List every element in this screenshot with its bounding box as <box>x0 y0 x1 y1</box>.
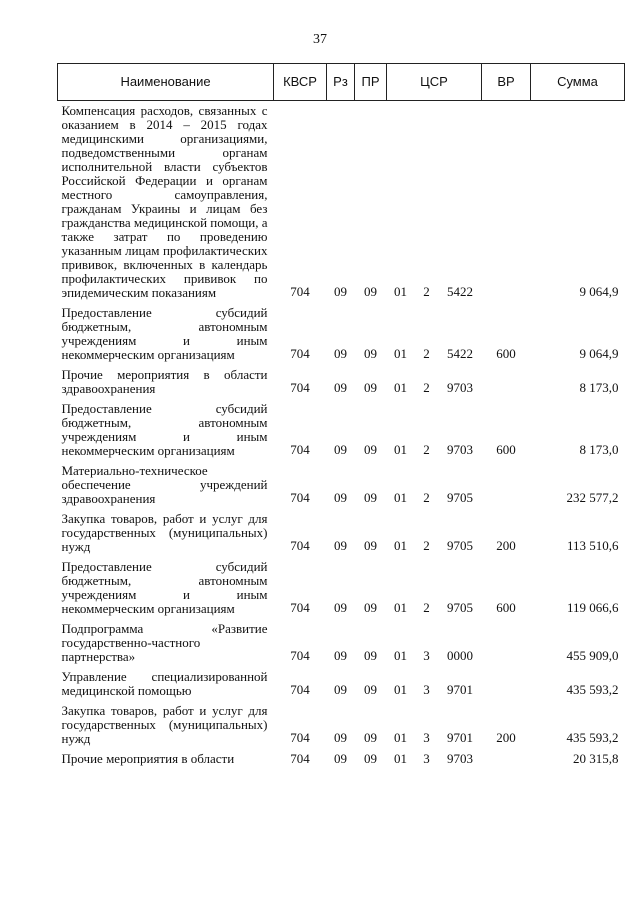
row-name: Предоставление субсидий бюджетным, автономным учреждениям и иным некоммерческим организациям <box>61 401 268 458</box>
table-row <box>58 458 625 506</box>
row-sum: 455 909,0 <box>566 648 619 663</box>
row-csr-subprogram: 3 <box>423 751 430 766</box>
row-csr-subprogram: 2 <box>423 538 430 553</box>
row-csr-subprogram: 3 <box>423 730 430 745</box>
table-row <box>58 554 625 616</box>
header-rz: Рз <box>327 64 355 101</box>
row-csr-program: 01 <box>394 648 407 663</box>
row-kvsr: 704 <box>290 682 310 697</box>
row-rz: 09 <box>334 538 347 553</box>
row-csr-subprogram: 2 <box>423 600 430 615</box>
row-csr-program: 01 <box>394 751 407 766</box>
row-name: Прочие мероприятия в области здравоохранения <box>61 367 268 396</box>
row-pr: 09 <box>364 346 377 361</box>
row-rz: 09 <box>334 648 347 663</box>
row-vr: 600 <box>496 346 516 361</box>
row-pr: 09 <box>364 730 377 745</box>
row-name: Закупка товаров, работ и услуг для государственных (муниципальных) нужд <box>61 511 268 554</box>
row-csr-code: 0000 <box>447 648 473 663</box>
row-pr: 09 <box>364 751 377 766</box>
row-csr-code: 9705 <box>447 600 473 615</box>
row-csr-program: 01 <box>394 346 407 361</box>
row-csr-program: 01 <box>394 538 407 553</box>
row-kvsr: 704 <box>290 346 310 361</box>
row-sum: 435 593,2 <box>566 730 619 745</box>
row-csr-subprogram: 2 <box>423 380 430 395</box>
row-sum: 9 064,9 <box>579 284 619 299</box>
header-name: Наименование <box>58 64 274 101</box>
row-rz: 09 <box>334 284 347 299</box>
row-kvsr: 704 <box>290 730 310 745</box>
row-name: Управление специализированной медицинской помощью <box>61 669 268 698</box>
row-kvsr: 704 <box>290 600 310 615</box>
header-sum: Сумма <box>531 64 625 101</box>
header-kvsr: КВСР <box>274 64 327 101</box>
row-csr-code: 9701 <box>447 730 473 745</box>
row-csr-subprogram: 2 <box>423 346 430 361</box>
table-header-row <box>58 64 625 101</box>
row-vr: 200 <box>496 538 516 553</box>
row-kvsr: 704 <box>290 490 310 505</box>
row-pr: 09 <box>364 442 377 457</box>
row-csr-code: 9705 <box>447 490 473 505</box>
table-row <box>58 362 625 396</box>
row-sum: 435 593,2 <box>566 682 619 697</box>
row-csr-program: 01 <box>394 600 407 615</box>
row-csr-code: 9705 <box>447 538 473 553</box>
row-csr-code: 5422 <box>447 284 473 299</box>
row-name: Предоставление субсидий бюджетным, автономным учреждениям и иным некоммерческим организациям <box>61 559 268 616</box>
row-csr-program: 01 <box>394 442 407 457</box>
row-vr <box>482 362 531 396</box>
row-name: Прочие мероприятия в области <box>61 751 235 766</box>
row-sum: 20 315,8 <box>573 751 619 766</box>
row-name: Материально-техническое обеспечение учреждений здравоохранения <box>61 463 268 506</box>
row-csr-subprogram: 3 <box>423 648 430 663</box>
row-vr <box>482 746 531 767</box>
row-kvsr: 704 <box>290 284 310 299</box>
row-vr <box>482 458 531 506</box>
row-rz: 09 <box>334 730 347 745</box>
header-vr: ВР <box>482 64 531 101</box>
row-sum: 113 510,6 <box>566 538 619 553</box>
table-row <box>58 506 625 554</box>
row-pr: 09 <box>364 284 377 299</box>
row-csr-program: 01 <box>394 682 407 697</box>
row-csr-program: 01 <box>394 380 407 395</box>
row-pr: 09 <box>364 538 377 553</box>
row-kvsr: 704 <box>290 380 310 395</box>
row-rz: 09 <box>334 682 347 697</box>
row-kvsr: 704 <box>290 538 310 553</box>
table-row <box>58 746 625 767</box>
row-sum: 8 173,0 <box>579 380 619 395</box>
row-kvsr: 704 <box>290 442 310 457</box>
row-rz: 09 <box>334 442 347 457</box>
row-pr: 09 <box>364 380 377 395</box>
row-rz: 09 <box>334 380 347 395</box>
row-vr <box>482 616 531 664</box>
row-sum: 232 577,2 <box>566 490 619 505</box>
row-csr-code: 9703 <box>447 442 473 457</box>
row-csr-code: 9701 <box>447 682 473 697</box>
row-sum: 8 173,0 <box>579 442 619 457</box>
table-row <box>58 698 625 746</box>
budget-table <box>57 63 625 767</box>
row-vr <box>482 101 531 301</box>
row-kvsr: 704 <box>290 648 310 663</box>
row-csr-code: 9703 <box>447 380 473 395</box>
table-row <box>58 300 625 362</box>
row-rz: 09 <box>334 346 347 361</box>
row-rz: 09 <box>334 490 347 505</box>
row-rz: 09 <box>334 600 347 615</box>
row-pr: 09 <box>364 490 377 505</box>
row-sum: 119 066,6 <box>566 600 619 615</box>
table-row <box>58 396 625 458</box>
table-row <box>58 101 625 301</box>
row-name: Подпрограмма «Развитие государственно-частного партнерства» <box>61 621 268 664</box>
row-name: Компенсация расходов, связанных с оказанием в 2014 – 2015 годах медицинскими организациями, подведомственными органам исполнительной власти субъектов Российской Федерации и органам местного самоуправления, гражданам Украины и лицам без гражданства медицинской помощи, а также затрат по проведению указанным лицам профилактических прививок, включенных в календарь профилактических прививок по эпидемическим показаниям <box>61 103 268 300</box>
page-number: 37 <box>313 32 327 47</box>
row-vr: 600 <box>496 600 516 615</box>
row-csr-program: 01 <box>394 490 407 505</box>
row-kvsr: 704 <box>290 751 310 766</box>
row-csr-code: 5422 <box>447 346 473 361</box>
row-csr-program: 01 <box>394 730 407 745</box>
row-vr: 600 <box>496 442 516 457</box>
row-pr: 09 <box>364 600 377 615</box>
row-csr-subprogram: 2 <box>423 490 430 505</box>
row-rz: 09 <box>334 751 347 766</box>
row-sum: 9 064,9 <box>579 346 619 361</box>
table-row <box>58 616 625 664</box>
row-pr: 09 <box>364 682 377 697</box>
header-pr: ПР <box>355 64 387 101</box>
row-csr-program: 01 <box>394 284 407 299</box>
table-body <box>58 101 625 768</box>
row-vr <box>482 664 531 698</box>
row-csr-subprogram: 3 <box>423 682 430 697</box>
header-csr: ЦСР <box>387 64 482 101</box>
row-csr-subprogram: 2 <box>423 284 430 299</box>
row-name: Закупка товаров, работ и услуг для государственных (муниципальных) нужд <box>61 703 268 746</box>
table-row <box>58 664 625 698</box>
row-vr: 200 <box>496 730 516 745</box>
row-csr-code: 9703 <box>447 751 473 766</box>
row-csr-subprogram: 2 <box>423 442 430 457</box>
row-pr: 09 <box>364 648 377 663</box>
row-name: Предоставление субсидий бюджетным, автономным учреждениям и иным некоммерческим организациям <box>61 305 268 362</box>
